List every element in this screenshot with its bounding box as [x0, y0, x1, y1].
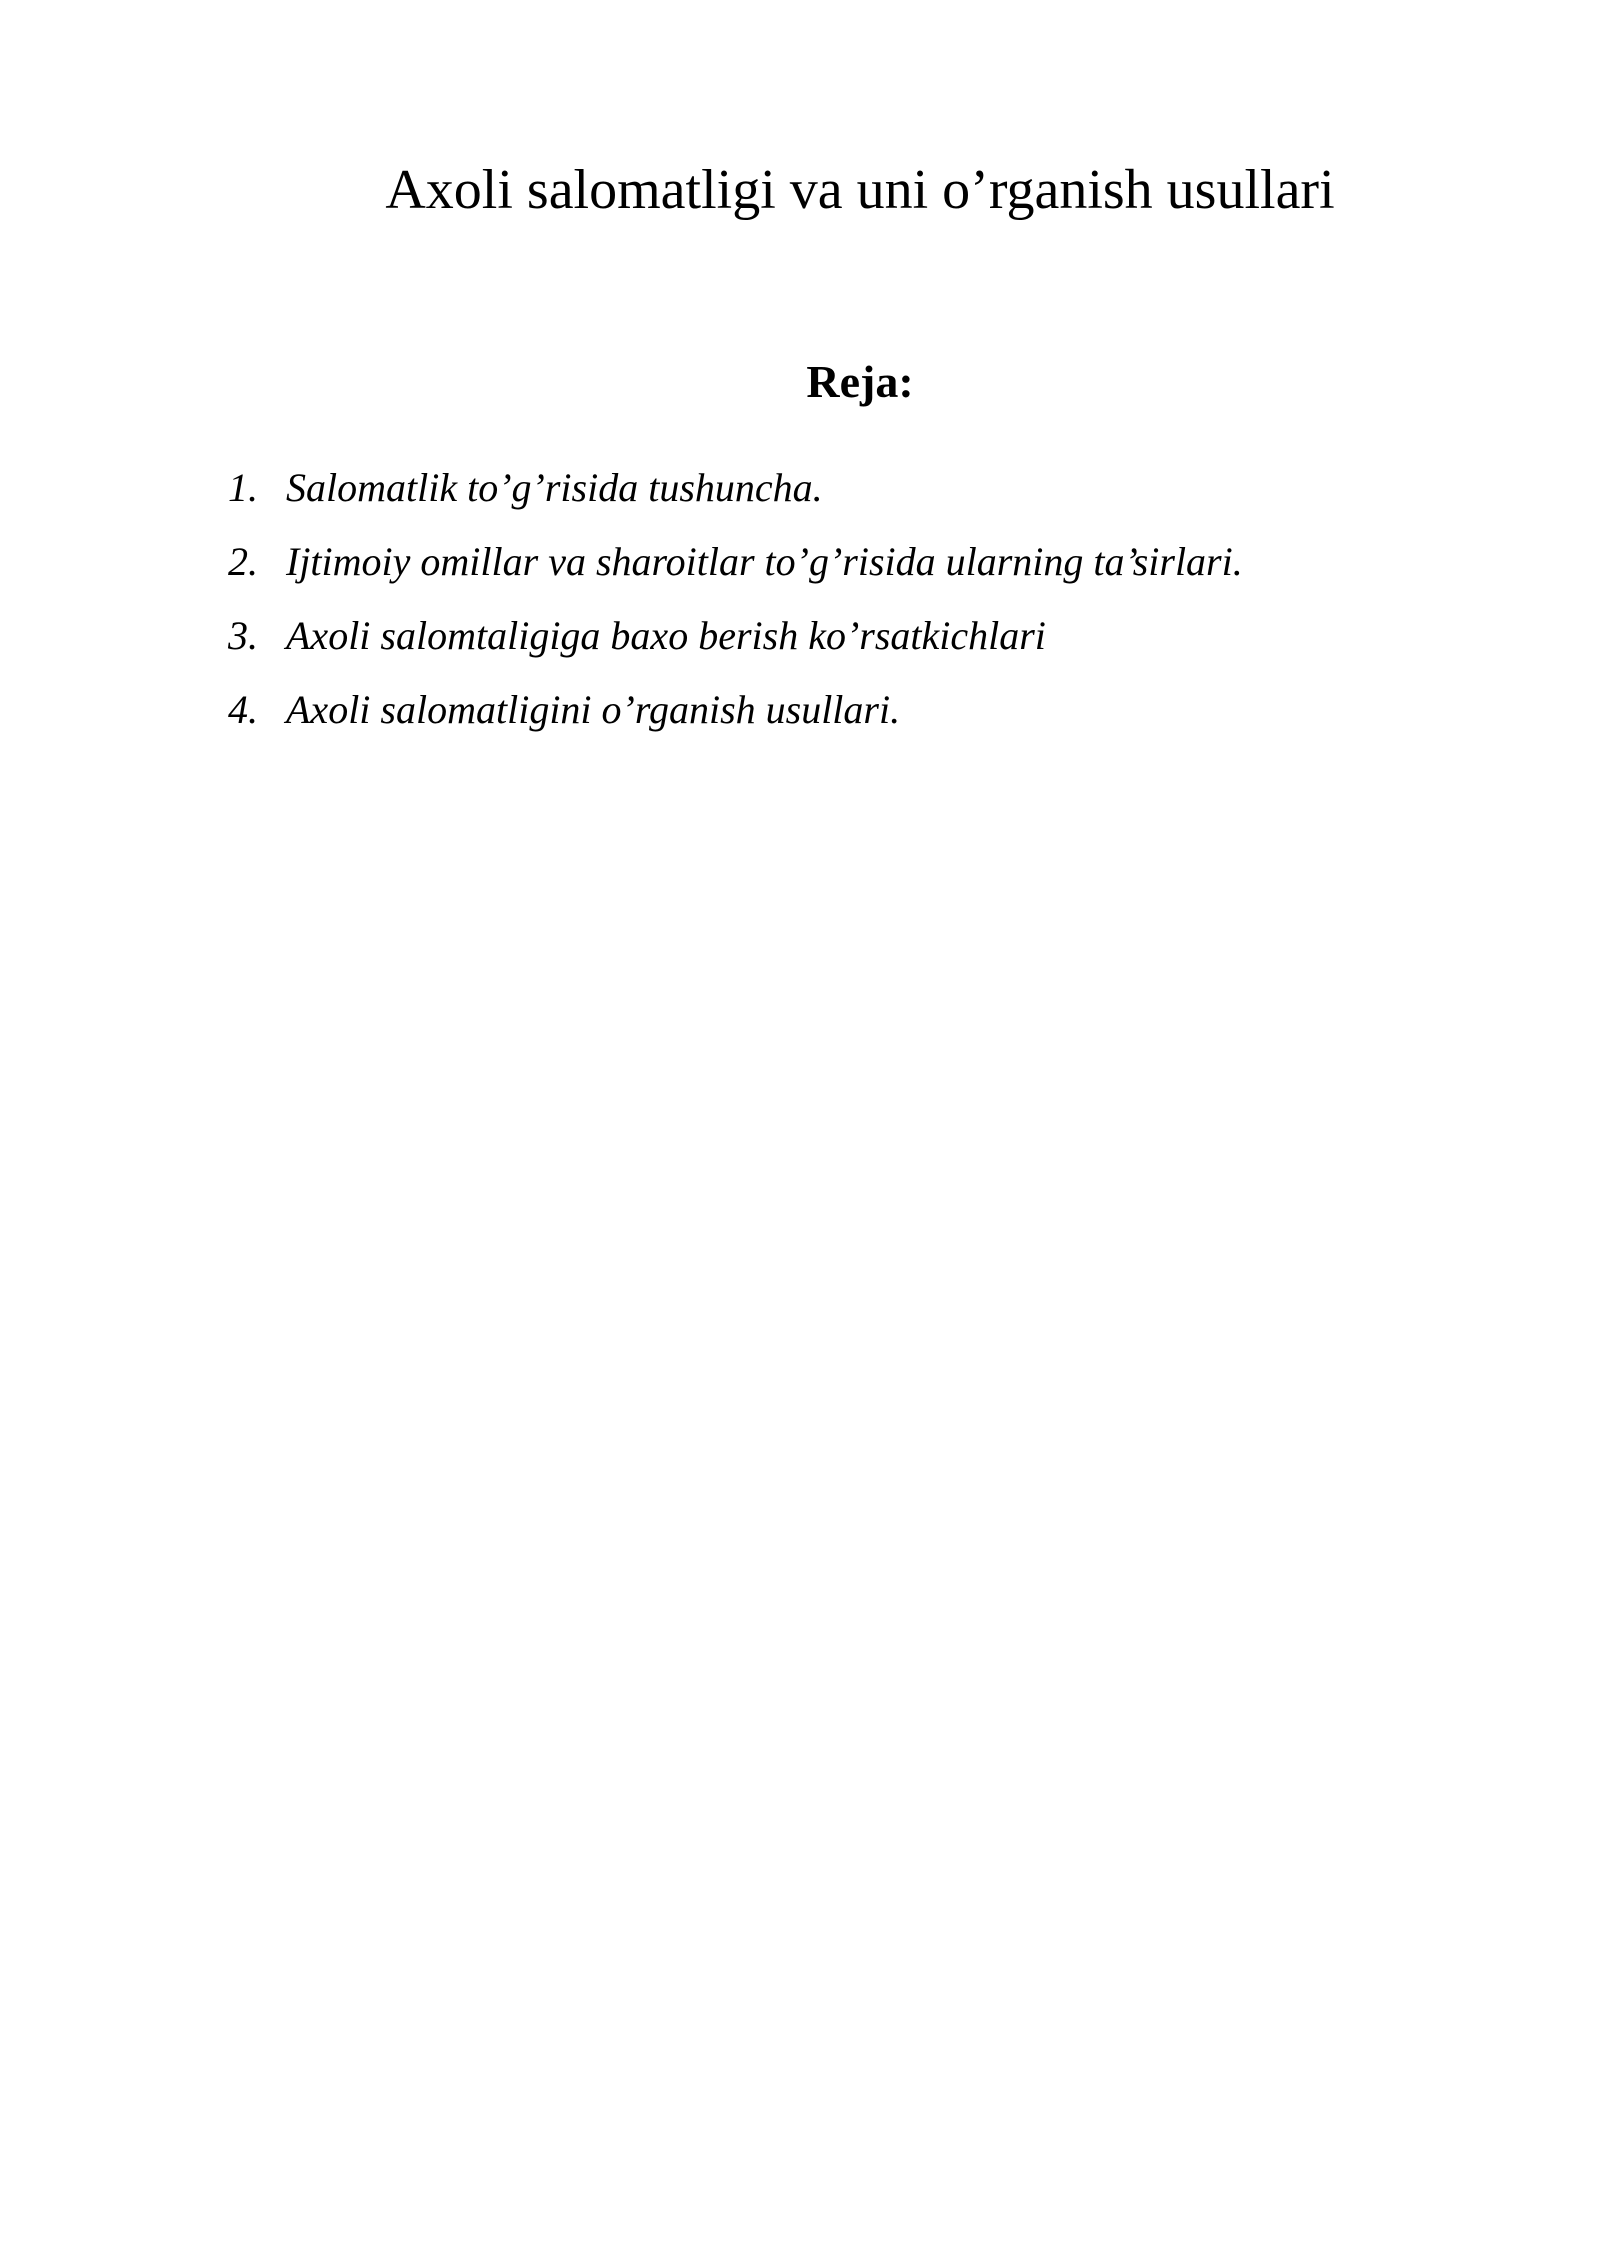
plan-heading: Reja: [806, 356, 914, 407]
plan-item-text: Axoli salomtaligiga baxo berish ko’rsatkichlari [286, 613, 1046, 658]
plan-item [228, 460, 1243, 534]
plan-item-number: 2. [228, 539, 258, 584]
plan-list [228, 460, 1243, 756]
plan-item-number: 3. [228, 613, 258, 658]
plan-item [228, 534, 1243, 608]
document-title: Axoli salomatligi va uni o’rganish usullari [385, 159, 1335, 221]
plan-item-text: Salomatlik to’g’risida tushuncha. [286, 465, 823, 510]
plan-item-number: 4. [228, 687, 258, 732]
plan-item-number: 1. [228, 465, 258, 510]
plan-item [228, 608, 1243, 682]
plan-item-text: Ijtimoiy omillar va sharoitlar to’g’risida ularning ta’sirlari. [286, 539, 1243, 584]
plan-item [228, 682, 1243, 756]
plan-item-text: Axoli salomatligini o’rganish usullari. [286, 687, 901, 732]
